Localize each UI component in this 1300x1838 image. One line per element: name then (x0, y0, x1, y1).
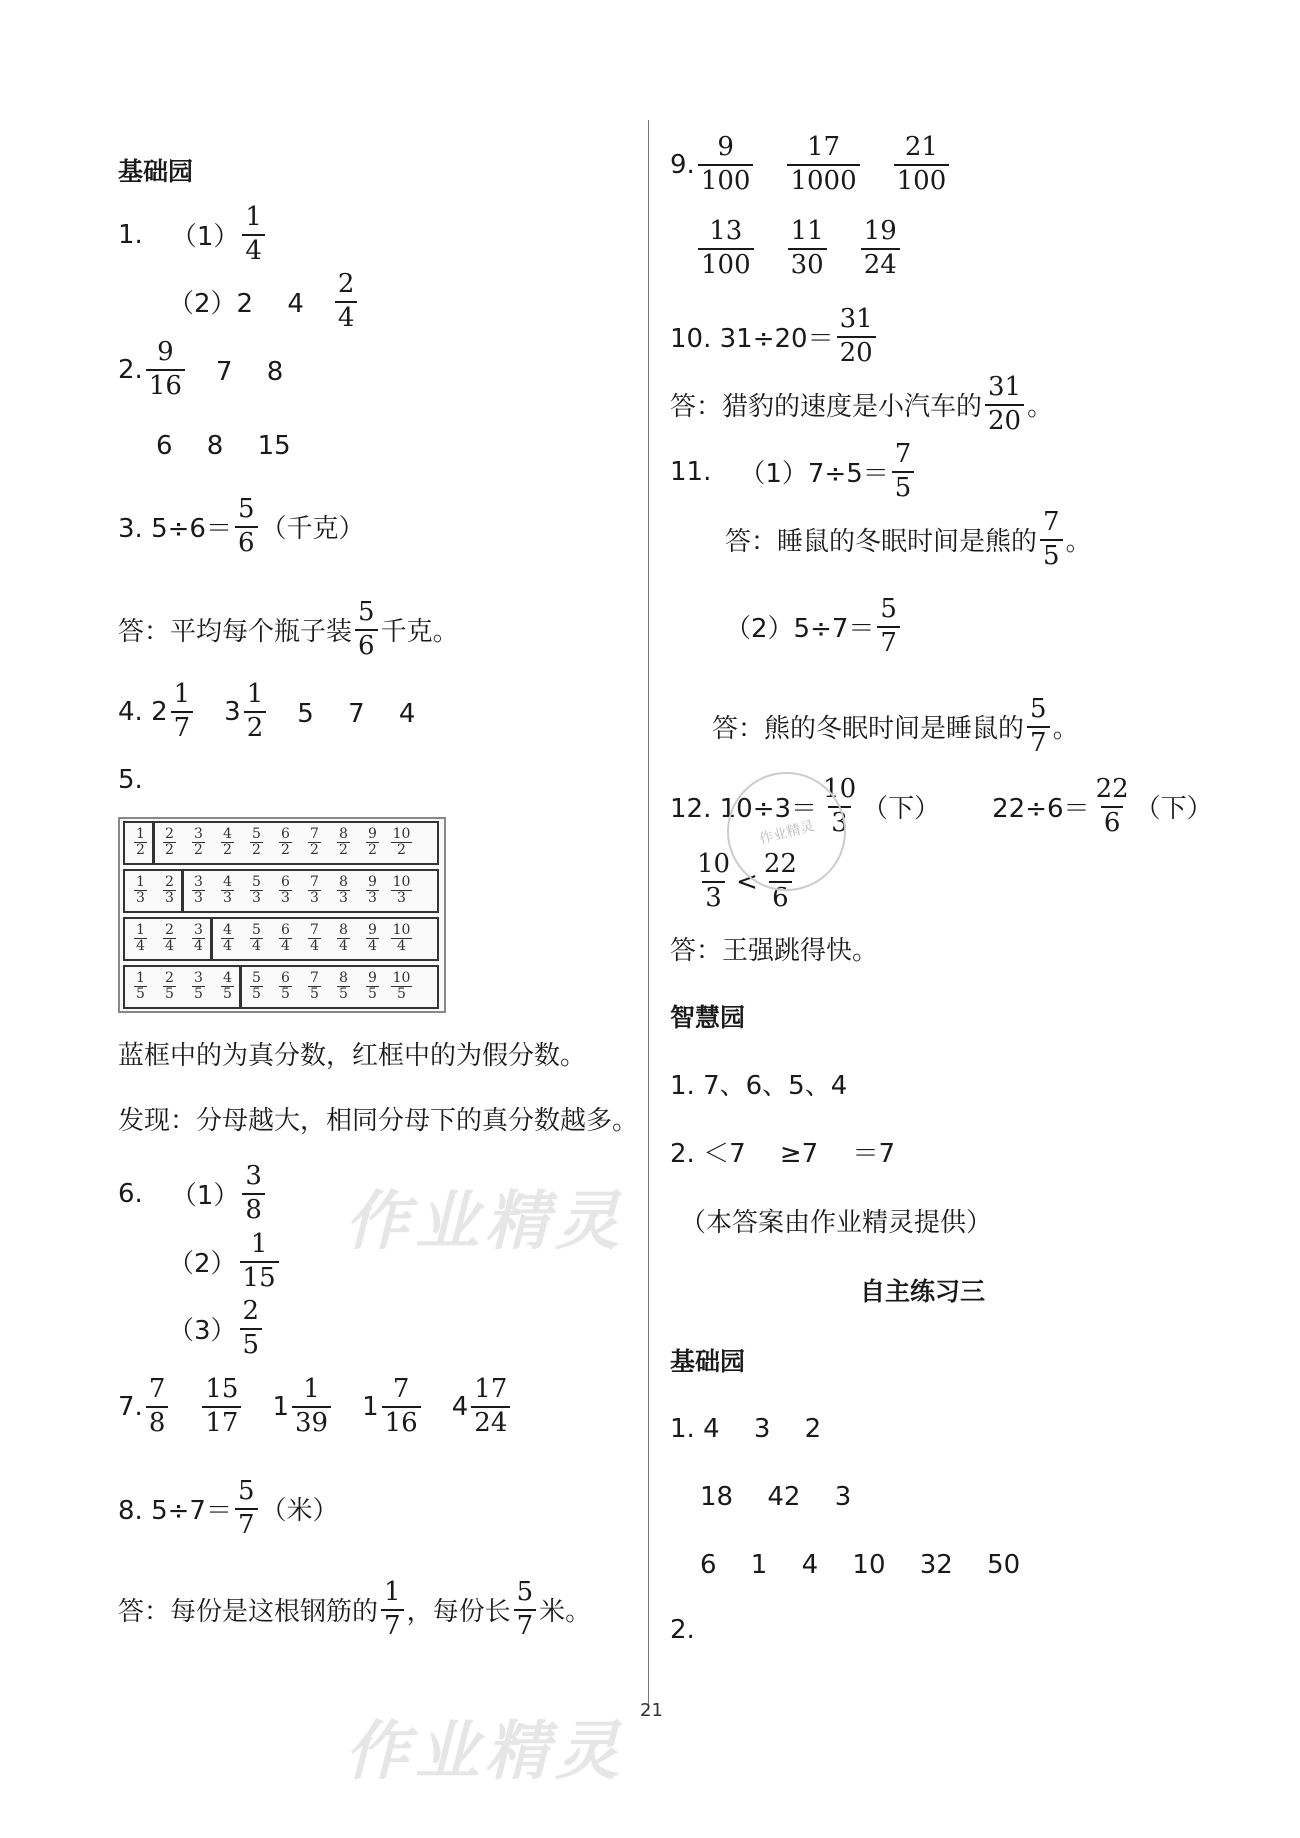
s1-line1: 1. 4 3 2 (670, 1414, 822, 1444)
improper-box-row1 (153, 821, 439, 865)
grid-cell: 4 4 (223, 922, 232, 954)
q2-line1 (118, 338, 283, 402)
grid-cell: 6 5 (281, 970, 290, 1002)
q2-line2: 6 8 15 (156, 431, 291, 461)
grid-cell: 10 5 (392, 970, 411, 1002)
grid-cell: 1 3 (136, 874, 145, 906)
q12-answer: 答：王强跳得快。 (670, 936, 879, 966)
fraction: $\frac{17}{24}$ (471, 1375, 510, 1439)
q5-text2: 发现：分母越大，相同分母下的真分数越多。 (118, 1106, 639, 1136)
q7-line: 7. $\frac{7}{8}$ $\frac{15}{17}$ 1 $\frac{1}{39}$ 1 $\frac{7}{16}$ 4 $\frac{17}{24}$ (118, 1375, 513, 1439)
proper-box-row4 (123, 965, 241, 1009)
fraction: $\frac{19}{24}$ (861, 217, 900, 281)
fraction: $\frac{5}{7}$ (235, 1477, 258, 1541)
grid-cell: 10 3 (392, 874, 411, 906)
q1-line1 (118, 203, 268, 267)
q12-comparison: $\frac{10}{3}$ < $\frac{22}{6}$ (691, 850, 803, 914)
fraction-grid-image (118, 817, 446, 1013)
q5-number: 5. (118, 765, 143, 795)
fraction: $\frac{5}{6}$ (355, 598, 378, 662)
fraction: $\frac{31}{20}$ (985, 373, 1024, 437)
grid-cell: 10 4 (392, 922, 411, 954)
section-heading: 基础园 (118, 157, 194, 186)
fraction: $\frac{7}{16}$ (382, 1375, 421, 1439)
q11-1-answer: 答：睡鼠的冬眠时间是熊的 $\frac{7}{5}$ 。 (725, 507, 1092, 571)
q8-expression: 8. 5÷7＝ $\frac{5}{7}$ （米） (118, 1476, 339, 1540)
fraction: $\frac{5}{6}$ (235, 495, 258, 559)
grid-cell: 5 3 (252, 874, 261, 906)
s1-line3: 6 1 4 10 32 50 (700, 1550, 1021, 1580)
fraction: $\frac{1}{15}$ (240, 1230, 279, 1294)
grid-cell: 3 2 (194, 826, 203, 858)
q2-number: 2. (118, 354, 143, 385)
grid-cell: 6 3 (281, 874, 290, 906)
q6-line2: （2） $\frac{1}{15}$ (168, 1230, 282, 1294)
grid-cell: 2 4 (165, 922, 174, 954)
section-title: 自主练习三 (860, 1277, 986, 1306)
q1-number: 1. (118, 219, 143, 250)
grid-cell: 8 3 (339, 874, 348, 906)
grid-cell: 3 5 (194, 970, 203, 1002)
section-heading-basic: 基础园 (670, 1347, 746, 1376)
grid-cell: 4 5 (223, 970, 232, 1002)
grid-cell: 2 2 (165, 826, 174, 858)
section-heading-wisdom: 智慧园 (670, 1003, 746, 1032)
q6-line1: 6. （1） $\frac{3}{8}$ (118, 1162, 268, 1226)
q1-line2 (168, 270, 360, 334)
fraction: $\frac{10}{3}$ (823, 774, 857, 838)
grid-cell: 3 4 (194, 922, 203, 954)
provider-note: （本答案由作业精灵提供） (680, 1208, 993, 1238)
q11-2-answer: 答：熊的冬眠时间是睡鼠的 $\frac{5}{7}$ 。 (712, 694, 1079, 758)
fraction: $\frac{1}{7}$ (381, 1578, 404, 1642)
grid-cell: 9 3 (368, 874, 377, 906)
fraction: $\frac{1}{4}$ (242, 203, 265, 267)
fraction: $\frac{10}{3}$ (697, 849, 731, 913)
proper-box-row2 (123, 869, 183, 913)
fraction: $\frac{31}{20}$ (837, 305, 876, 369)
fraction: $\frac{9}{16}$ (146, 338, 185, 402)
fraction: $\frac{7}{5}$ (1040, 508, 1063, 572)
fraction: $\frac{5}{7}$ (514, 1578, 537, 1642)
fraction: $\frac{7}{5}$ (892, 440, 915, 504)
wisdom-q1: 1. 7、6、5、4 (670, 1071, 848, 1101)
q10-answer: 答：猎豹的速度是小汽车的 $\frac{31}{20}$ 。 (670, 372, 1054, 436)
grid-cell: 5 2 (252, 826, 261, 858)
watermark-text-bottom: 作业精灵 (345, 1715, 625, 1789)
grid-cell: 7 5 (310, 970, 319, 1002)
q9-row1: 9. $\frac{9}{100}$ $\frac{17}{1000}$ $\frac{21}{100}$ (670, 133, 952, 197)
grid-cell: 5 5 (252, 970, 261, 1002)
proper-box-row1 (123, 821, 154, 865)
grid-cell: 9 5 (368, 970, 377, 1002)
fraction: $\frac{22}{6}$ (763, 849, 797, 913)
grid-cell: 8 5 (339, 970, 348, 1002)
grid-cell: 2 3 (165, 874, 174, 906)
grid-cell: 2 5 (165, 970, 174, 1002)
grid-cell: 9 2 (368, 826, 377, 858)
q8-answer: 答：每份是这根钢筋的 $\frac{1}{7}$ ，每份长 $\frac{5}{7}$ 米。 (118, 1577, 592, 1641)
q9-row2 (695, 217, 903, 281)
fraction: $\frac{1}{2}$ (244, 680, 267, 744)
grid-cell: 10 2 (392, 826, 411, 858)
grid-cell: 1 2 (136, 826, 145, 858)
grid-cell: 8 4 (339, 922, 348, 954)
grid-cell: 8 2 (339, 826, 348, 858)
fraction: $\frac{13}{100}$ (698, 217, 754, 281)
improper-box-row3 (211, 917, 439, 961)
grid-cell: 4 2 (223, 826, 232, 858)
fraction: $\frac{11}{30}$ (788, 217, 827, 281)
watermark-stamp: 作业精灵 (714, 759, 860, 905)
fraction: $\frac{15}{17}$ (202, 1375, 241, 1439)
fraction: $\frac{2}{4}$ (335, 270, 358, 334)
fraction: $\frac{1}{7}$ (171, 680, 194, 744)
proper-box-row3 (123, 917, 212, 961)
improper-box-row4 (240, 965, 439, 1009)
q10-expression: 10. 31÷20＝ $\frac{31}{20}$ (670, 305, 879, 369)
grid-cell: 7 3 (310, 874, 319, 906)
improper-box-row2 (182, 869, 439, 913)
q1-2-values: 2 4 (236, 289, 304, 320)
column-divider (648, 120, 649, 1710)
grid-cell: 1 5 (136, 970, 145, 1002)
grid-cell: 4 3 (223, 874, 232, 906)
q12-expression: 12. 10÷3＝ $\frac{10}{3}$ （下） 22÷6＝ $\frac{22}{6}$ （下） (670, 774, 1213, 838)
fraction: $\frac{7}{8}$ (146, 1375, 169, 1439)
fraction: $\frac{17}{1000}$ (787, 133, 859, 197)
fraction: $\frac{3}{8}$ (242, 1162, 265, 1226)
grid-cell: 7 4 (310, 922, 319, 954)
s2-number: 2. (670, 1615, 695, 1645)
q5-text1: 蓝框中的为真分数，红框中的为假分数。 (118, 1041, 587, 1071)
q1-1-label: （1） (170, 222, 240, 253)
q1-2-label: （2） (168, 289, 237, 320)
q3-expression: 3. 5÷6＝ $\frac{5}{6}$ （千克） (118, 494, 365, 558)
fraction: $\frac{2}{5}$ (240, 1297, 263, 1361)
wisdom-q2: 2. ＜7 ≥7 ＝7 (670, 1139, 896, 1169)
q11-2-expression: （2）5÷7＝ $\frac{5}{7}$ (725, 595, 903, 659)
q6-line3: （3） $\frac{2}{5}$ (168, 1297, 265, 1361)
q2-values: 7 8 (215, 357, 284, 388)
grid-cell: 5 4 (252, 922, 261, 954)
grid-cell: 7 2 (310, 826, 319, 858)
q3-answer: 答：平均每个瓶子装 $\frac{5}{6}$ 千克。 (118, 597, 459, 661)
grid-cell: 3 3 (194, 874, 203, 906)
fraction: $\frac{1}{39}$ (292, 1375, 331, 1439)
fraction: $\frac{5}{7}$ (1027, 695, 1050, 759)
fraction: $\frac{9}{100}$ (698, 133, 754, 197)
q11-1-expression: 11. （1）7÷5＝ $\frac{7}{5}$ (670, 440, 917, 504)
grid-cell: 6 4 (281, 922, 290, 954)
grid-cell: 6 2 (281, 826, 290, 858)
fraction: $\frac{21}{100}$ (894, 133, 950, 197)
s1-line2: 18 42 3 (700, 1482, 852, 1512)
grid-cell: 9 4 (368, 922, 377, 954)
page-number: 21 (640, 1700, 663, 1721)
fraction: $\frac{22}{6}$ (1095, 774, 1129, 838)
q4-line: 4. 2 $\frac{1}{7}$ 3 $\frac{1}{2}$ 5 7 4 (118, 679, 416, 743)
grid-cell: 1 4 (136, 922, 145, 954)
fraction: $\frac{5}{7}$ (877, 595, 900, 659)
watermark-text: 作业精灵 (345, 1185, 625, 1259)
